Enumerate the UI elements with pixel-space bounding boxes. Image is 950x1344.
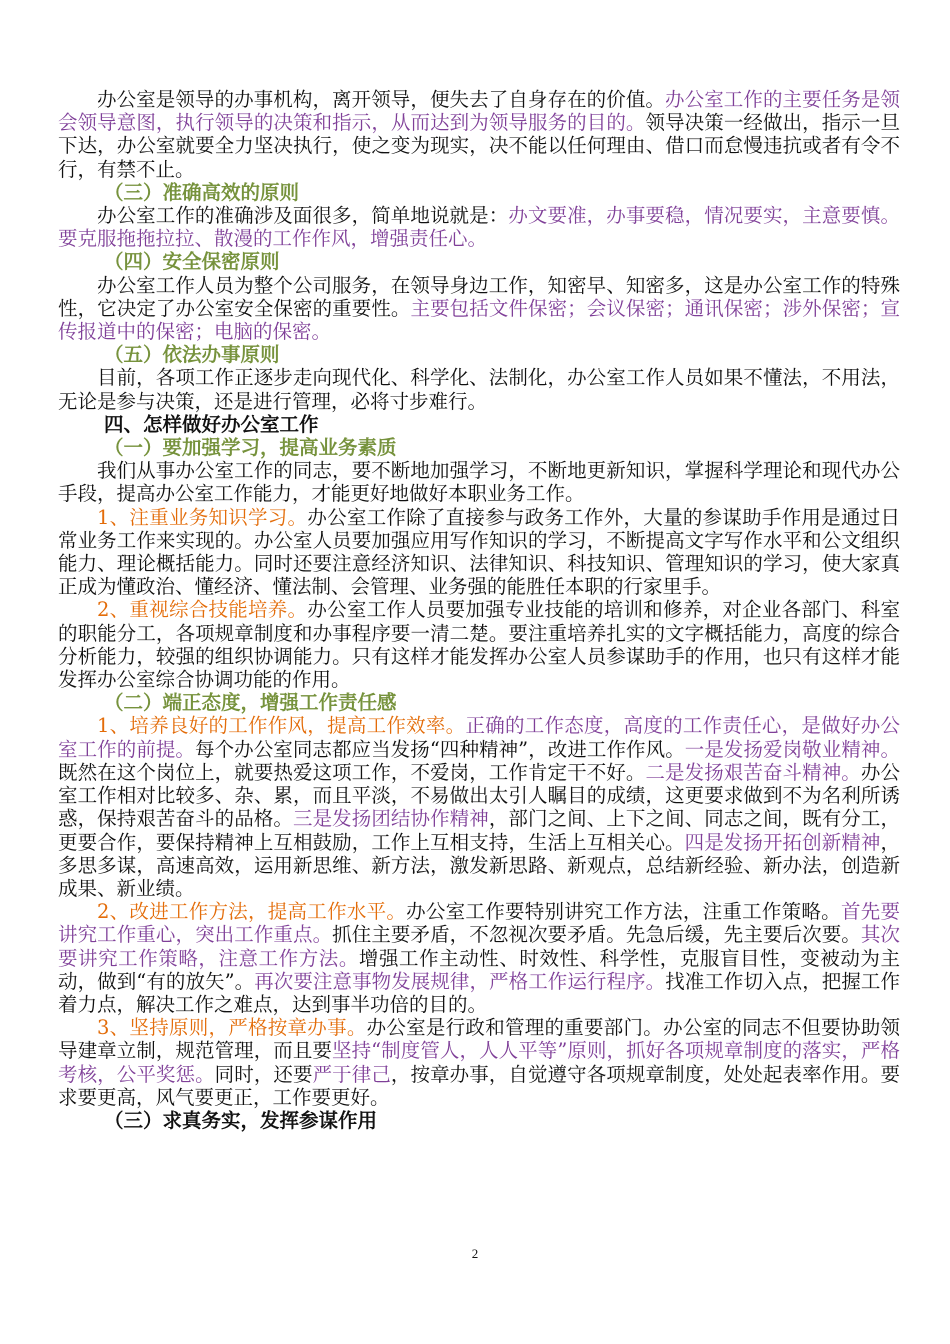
section-heading bbox=[58, 1109, 900, 1132]
text-run: 找准工作切入点，把握工作着力点，解决工作之难点，达到事半功倍的目的。 bbox=[58, 969, 900, 1016]
section-heading bbox=[58, 181, 900, 204]
text-run: 一是发扬爱岗敬业精神。 bbox=[684, 737, 900, 761]
section-heading bbox=[58, 413, 900, 436]
text-run: ，部门之间、上下之间、同志之间，既有分工，更要合作，要保持精神上互相鼓励，工作上互相支持，生活上互相关心。 bbox=[58, 807, 900, 854]
text-run: 二是发扬艰苦奋斗精神。 bbox=[645, 760, 861, 784]
text-run: 办公室工作要特别讲究工作方法，注重工作策略。 bbox=[406, 900, 841, 924]
body-paragraph bbox=[58, 598, 900, 691]
text-run: 增强工作主动性、时效性、科学性，克服盲目性，变被动为主动，做到“有的放矢”。 bbox=[58, 946, 900, 993]
text-run: 同时，还要 bbox=[214, 1062, 313, 1086]
text-run: 办公室工作的主要任务是领会领导意图，执行领导的决策和指示，从而达到为领导服务的目的。 bbox=[58, 88, 900, 135]
body-paragraph bbox=[58, 900, 900, 1016]
text-run: 2、改进工作方法，提高工作水平。 bbox=[97, 900, 407, 924]
document-body bbox=[58, 88, 900, 1132]
text-run: 领导决策一经做出，指示一旦下达，办公室就要全力坚决执行，使之变为现实，决不能以任何理由、借口而怠慢违抗或者有令不行，有禁不止。 bbox=[58, 111, 900, 181]
text-run: （三）准确高效的原则 bbox=[104, 180, 300, 204]
section-heading bbox=[58, 343, 900, 366]
section-heading bbox=[58, 436, 900, 459]
text-run: 主要包括文件保密；会议保密；通讯保密；涉外保密；宣传报道中的保密；电脑的保密。 bbox=[58, 296, 900, 344]
text-run: 既然在这个岗位上，就要热爱这项工作，不爱岗，工作肯定干不好。 bbox=[58, 760, 646, 784]
body-paragraph bbox=[58, 204, 900, 250]
text-run: 四、怎样做好办公室工作 bbox=[104, 412, 319, 436]
text-run: 办公室工作的准确涉及面很多，简单地说就是： bbox=[97, 204, 509, 228]
text-run: 1、注重业务知识学习。 bbox=[97, 505, 308, 529]
text-run: 办公室工作除了直接参与政务工作外，大量的参谋助手作用是通过日常业务工作来实现的。办公室人员要加强应用写作知识的学习，不断提高文字写作水平和公文组织能力、理论概括能力。同时还要注意经济知识、法律知识、科技知识、管理知识的学习，使大家真正成为懂政治、懂经济、懂法制、会管理、业务强的能胜任本职的行家里手。 bbox=[58, 505, 900, 599]
text-run: 办公室工作人员要加强专业技能的培训和修养，对企业各部门、科室的职能分工，各项规章制度和办事程序要一清二楚。要注重培养扎实的文字概括能力，高度的综合分析能力，较强的组织协调能力。只有这样才能发挥办公室人员参谋助手的作用，也只有这样才能发挥办公室综合协调功能的作用。 bbox=[58, 598, 900, 692]
text-run: 抓住主要矛盾，不忽视次要矛盾。先急后缓，先主要后次要。 bbox=[332, 923, 861, 947]
text-run: 1、培养良好的工作作风，提高工作效率。 bbox=[97, 714, 466, 738]
text-run: （四）安全保密原则 bbox=[104, 250, 280, 274]
text-run: 办公室工作相对比较多、杂、累，而且平淡，不易做出太引人瞩目的成绩，这更要求做到不为名利所诱惑，保持艰苦奋斗的品格。 bbox=[58, 760, 900, 831]
text-run: 目前，各项工作正逐步走向现代化、科学化、法制化，办公室工作人员如果不懂法，不用法，无论是参与决策，还是进行管理，必将寸步难行。 bbox=[58, 366, 900, 413]
text-run: 我们从事办公室工作的同志，要不断地加强学习，不断地更新知识，掌握科学理论和现代办公手段，提高办公室工作能力，才能更好地做好本职业务工作。 bbox=[58, 459, 900, 506]
text-run: 3、坚持原则，严格按章办事。 bbox=[97, 1016, 367, 1040]
text-run: 办公室是领导的办事机构，离开领导，便失去了自身存在的价值。 bbox=[97, 88, 666, 111]
body-paragraph bbox=[58, 714, 900, 900]
body-paragraph bbox=[58, 88, 900, 181]
text-run: （一）要加强学习，提高业务素质 bbox=[104, 436, 397, 460]
text-run: 坚持“制度管人，人人平等”原则，抓好各项规章制度的落实，严格考核，公平奖惩。 bbox=[58, 1039, 900, 1086]
text-run: 首先要讲究工作重心，突出工作重点。 bbox=[58, 900, 900, 947]
text-run: 正确的工作态度，高度的工作责任心，是做好办公室工作的前提。 bbox=[58, 714, 900, 761]
body-paragraph bbox=[58, 274, 900, 344]
text-run: 再次要注意事物发展规律，严格工作运行程序。 bbox=[254, 969, 666, 993]
section-heading bbox=[58, 691, 900, 714]
text-run: （五）依法办事原则 bbox=[104, 343, 280, 367]
text-run: 办文要准，办事要稳，情况要实，主意要慎。要克服拖拖拉拉、散漫的工作作风，增强责任心。 bbox=[58, 204, 900, 251]
text-run: 每个办公室同志都应当发扬“四种精神”，改进工作作风。 bbox=[195, 737, 685, 761]
text-run: （三）求真务实，发挥参谋作用 bbox=[104, 1108, 378, 1132]
text-run: 严于律己 bbox=[312, 1062, 391, 1086]
text-run: （二）端正态度，增强工作责任感 bbox=[104, 691, 397, 715]
text-run: ，按章办事，自觉遵守各项规章制度，处处起表率作用。要求要更高，风气要更正，工作要更好。 bbox=[58, 1062, 900, 1109]
text-run: 三是发扬团结协作精神 bbox=[293, 807, 489, 831]
page-number: 2 bbox=[471, 1246, 479, 1261]
text-run: 四是发扬开拓创新精神 bbox=[684, 830, 881, 854]
text-run: ，多思多谋，高速高效，运用新思维、新方法，激发新思路、新观点，总结新经验、新办法，创造新成果、新业绩。 bbox=[58, 830, 900, 900]
text-run: 2、重视综合技能培养。 bbox=[97, 598, 308, 622]
text-run: 其次要讲究工作策略，注意工作方法。 bbox=[58, 923, 900, 970]
text-run: 办公室是行政和管理的重要部门。办公室的同志不但要协助领导建章立制，规范管理，而且要 bbox=[58, 1016, 900, 1063]
body-paragraph bbox=[58, 366, 900, 412]
body-paragraph bbox=[58, 506, 900, 599]
text-run: 办公室工作人员为整个公司服务，在领导身边工作，知密早、知密多，这是办公室工作的特殊性，它决定了办公室安全保密的重要性。 bbox=[58, 273, 900, 320]
body-paragraph bbox=[58, 1016, 900, 1109]
body-paragraph bbox=[58, 459, 900, 505]
section-heading bbox=[58, 250, 900, 273]
